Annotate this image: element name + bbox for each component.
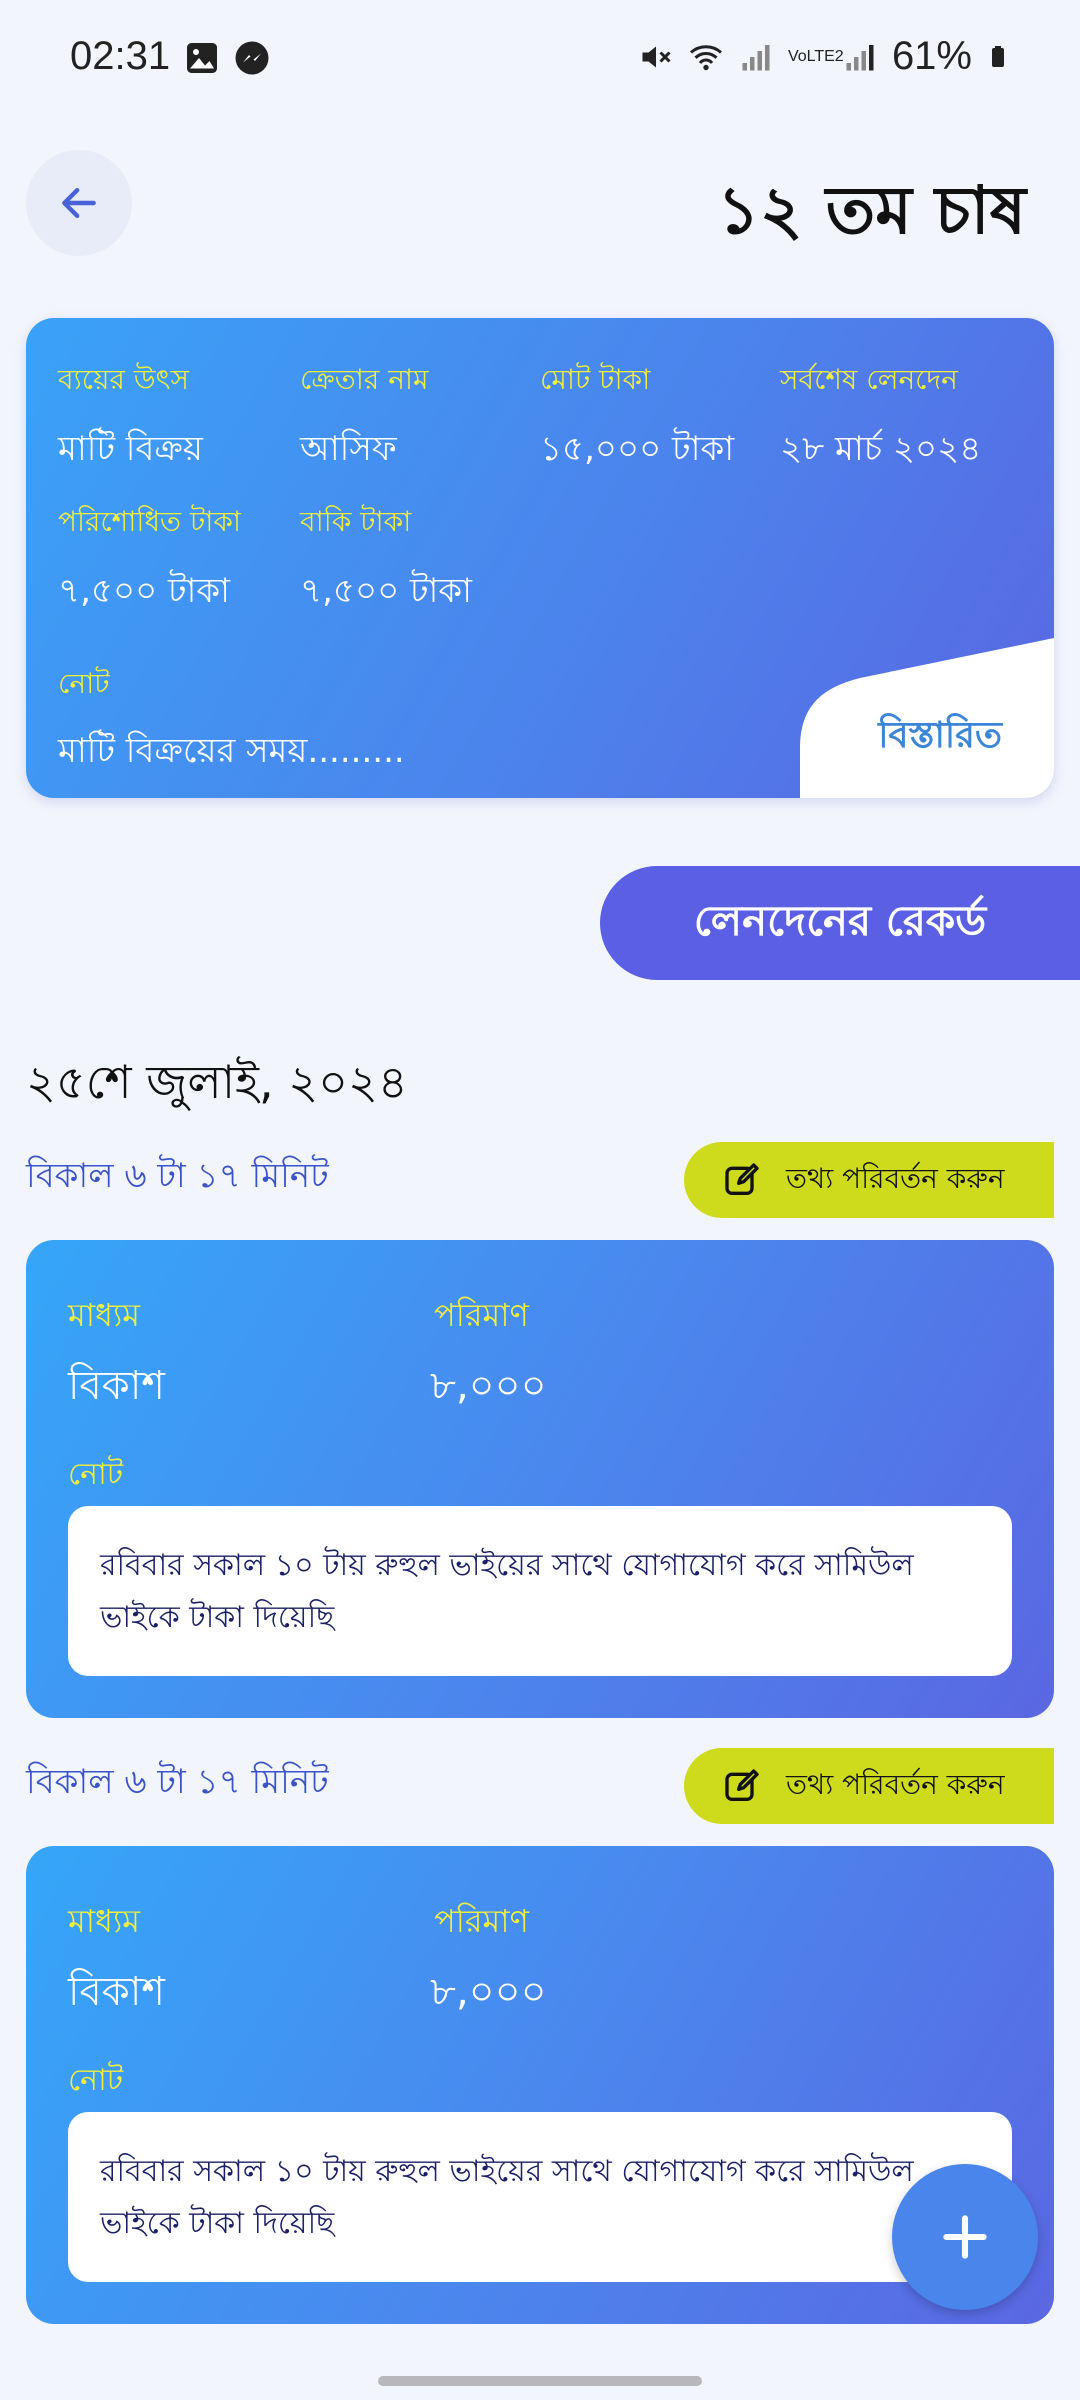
note-text: রবিবার সকাল ১০ টায় রুহুল ভাইয়ের সাথে যোগাযোগ করে সামিউল ভাইকে টাকা দিয়েছি <box>68 1506 1012 1676</box>
last-transaction-label: সর্বশেষ লেনদেন <box>780 363 958 396</box>
source-value: মাটি বিক্রয় <box>58 429 203 469</box>
details-button[interactable]: বিস্তারিত <box>878 715 1002 756</box>
total-field <box>540 358 734 480</box>
medium-label: মাধ্যম <box>68 1902 141 1940</box>
paid-field <box>58 500 241 622</box>
due-value: ৭,৫০০ টাকা <box>300 571 473 611</box>
amount-value: ৮,০০০ <box>430 1969 547 2015</box>
buyer-value: আসিফ <box>300 429 397 469</box>
arrow-left-icon <box>57 181 101 225</box>
amount-label: পরিমাণ <box>434 1902 529 1940</box>
edit-info-button[interactable] <box>684 1142 1054 1218</box>
network-label: VoLTE2 <box>787 47 844 65</box>
medium-label: মাধ্যম <box>68 1296 141 1334</box>
gallery-icon <box>184 40 220 76</box>
back-button[interactable] <box>26 150 132 256</box>
transaction-records-tab[interactable] <box>600 866 1080 980</box>
amount-value: ৮,০০০ <box>430 1363 547 1409</box>
mute-icon <box>638 39 674 75</box>
source-field <box>58 358 203 480</box>
edit-info-button[interactable] <box>684 1748 1054 1824</box>
paid-value: ৭,৫০০ টাকা <box>58 571 231 611</box>
due-label: বাকি টাকা <box>300 505 412 538</box>
total-label: মোট টাকা <box>540 363 651 396</box>
home-indicator[interactable] <box>378 2376 702 2386</box>
status-bar <box>0 0 1080 120</box>
wifi-icon <box>688 39 724 75</box>
edit-icon <box>722 1766 762 1806</box>
add-transaction-button[interactable] <box>892 2164 1038 2310</box>
battery-icon <box>986 39 1010 75</box>
note-text: রবিবার সকাল ১০ টায় রুহুল ভাইয়ের সাথে যোগাযোগ করে সামিউল ভাইকে টাকা দিয়েছি <box>68 2112 1012 2282</box>
date-heading: ২৫শে জুলাই, ২০২৪ <box>26 1055 408 1109</box>
note-label: নোট <box>58 667 110 700</box>
last-transaction-field <box>780 358 981 480</box>
source-label: ব্যয়ের উৎস <box>58 363 190 396</box>
edit-icon <box>722 1160 762 1200</box>
medium-value: বিকাশ <box>68 1363 165 1409</box>
edit-info-label: তথ্য পরিবর্তন করুন <box>786 1767 1005 1801</box>
summary-card <box>26 318 1054 798</box>
note-label: নোট <box>68 2063 124 2098</box>
amount-label: পরিমাণ <box>434 1296 529 1334</box>
battery-percent: 61% <box>891 34 972 78</box>
page-title: ১২ তম চাষ <box>716 172 1026 249</box>
note-value: মাটি বিক্রয়ের সময়......... <box>58 731 405 771</box>
status-time: 02:31 <box>70 34 171 78</box>
transaction-records-label: লেনদেনের রেকর্ড <box>693 895 987 945</box>
messenger-icon <box>234 40 270 76</box>
plus-icon <box>937 2209 993 2265</box>
signal-icon <box>738 39 774 75</box>
last-transaction-value: ২৮ মার্চ ২০২৪ <box>780 429 982 469</box>
paid-label: পরিশোধিত টাকা <box>58 505 242 538</box>
buyer-label: ক্রেতার নাম <box>300 363 429 396</box>
note-field <box>58 662 405 782</box>
signal-icon-2 <box>842 39 878 75</box>
edit-info-label: তথ্য পরিবর্তন করুন <box>786 1161 1005 1195</box>
total-value: ১৫,০০০ টাকা <box>540 429 735 469</box>
medium-value: বিকাশ <box>68 1969 165 2015</box>
transaction-time: বিকাল ৬ টা ১৭ মিনিট <box>26 1156 329 1196</box>
transaction-time: বিকাল ৬ টা ১৭ মিনিট <box>26 1762 329 1802</box>
buyer-field <box>300 358 429 480</box>
transaction-card <box>26 1240 1054 1718</box>
note-label: নোট <box>68 1457 124 1492</box>
due-field <box>300 500 472 622</box>
